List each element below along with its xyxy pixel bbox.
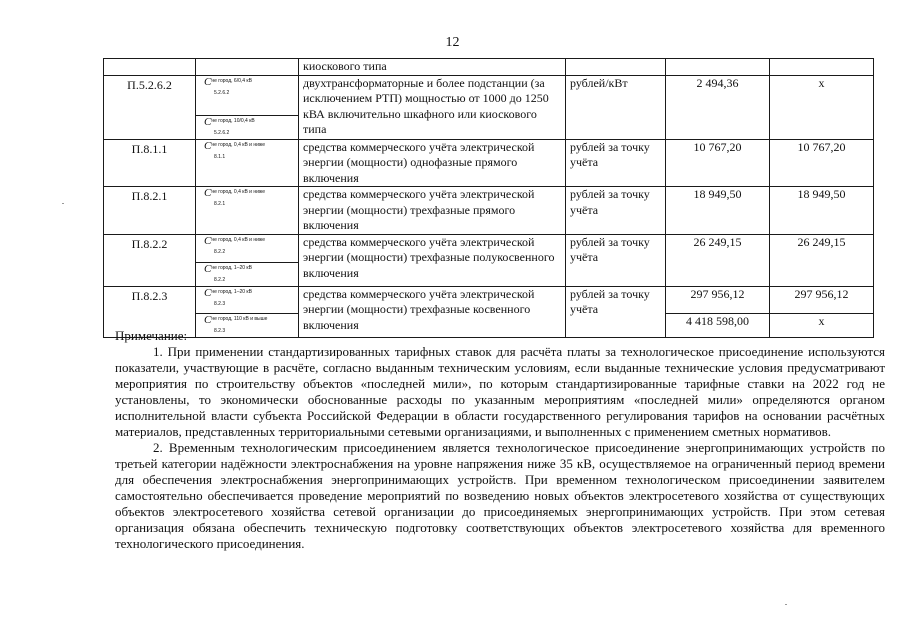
row-value-1: 4 418 598,00 (666, 313, 770, 337)
row-symbol (196, 115, 299, 139)
row-symbol (196, 187, 299, 235)
row-value-1: 2 494,36 (666, 75, 770, 139)
row-value-1 (666, 59, 770, 76)
row-value-2: 10 767,20 (770, 139, 874, 187)
tariff-symbol: $С^{не город, 0,4 кВ и ниже}$ $_{8.2.1}$ (204, 187, 266, 208)
note-paragraph: 1. При применении стандартизированных тарифных ставок для расчёта платы за технологическое присоединение используются показатели, участвующие в расчёте, согласно выданным техническим условиям, если выданные технические условия предусматривают мероприятия по строительству объектов «последней мили», по которым стандартизированные тарифные ставки на 2022 год не установлены, то экономически обоснованные расходы по указанным мероприятиям «последней мили» определяются органом исполнительной власти субъекта Российской Федерации в области государственного регулирования тарифов на основании расчётных материалов, представленных территориальными сетевыми организациями, и выполненных с применением сметных нормативов. (115, 344, 885, 439)
note-paragraph: 2. Временным технологическим присоединением является технологическое присоединение энергопринимающих устройств по третьей категории надёжности электроснабжения на уровне напряжения ниже 35 кВ, осуществляемое на ограниченный период времени для обеспечения электроснабжения энергопринимающих устройств. При временном технологическом присоединении заявителем самостоятельно обеспечивается проведение мероприятий по возведению новых объектов электросетевого хозяйства от существующих объектов электросетевого хозяйства сетевой организации до присоединяемых энергопринимающих устройств. При этом сетевая организация обязана обеспечить техническую подготовку соответствующих объектов электросетевого хозяйства для временного технологического присоединения. (115, 440, 885, 551)
table-row (104, 139, 874, 187)
table-row (104, 234, 874, 262)
row-code: П.8.2.3 (104, 286, 196, 337)
table-row (104, 75, 874, 115)
row-description: двухтрансформаторные и более подстанции (за исключением РТП) мощностью от 1000 до 1250 кВА включительно шкафного или киоскового типа (299, 75, 566, 139)
row-description: средства коммерческого учёта электрической энергии (мощности) трехфазные прямого включения (299, 187, 566, 235)
row-value-2: х (770, 75, 874, 139)
tariff-symbol: $С^{не город, 110 кВ и выше}$ $_{8.2.3}$ (204, 313, 268, 335)
row-value-1: 18 949,50 (666, 187, 770, 235)
scan-speck (785, 604, 787, 605)
tariff-table (103, 58, 874, 338)
row-value-2: 18 949,50 (770, 187, 874, 235)
row-symbol (196, 59, 299, 76)
table-row (104, 286, 874, 313)
row-symbol (196, 262, 299, 286)
row-code: П.5.2.6.2 (104, 75, 196, 139)
row-code: П.8.2.2 (104, 234, 196, 286)
row-value-2: 297 956,12 (770, 286, 874, 313)
row-symbol (196, 286, 299, 313)
row-value-1: 26 249,15 (666, 234, 770, 286)
row-symbol (196, 234, 299, 262)
table-row (104, 187, 874, 235)
tariff-symbol: $С^{не город, 10/0,4 кВ}$ $_{5.2.6.2}$ (204, 115, 255, 136)
row-description: киоскового типа (299, 59, 566, 76)
row-unit: рублей за точку учёта (566, 286, 666, 337)
row-unit: рублей за точку учёта (566, 187, 666, 235)
page-number: 12 (445, 35, 460, 50)
row-value-2: х (770, 313, 874, 337)
tariff-symbol: $С^{не город, 0,4 кВ и ниже}$ $_{8.1.1}$ (204, 139, 266, 160)
tariff-symbol: $С^{не город, 1-20 кВ}$ $_{8.2.3}$ (204, 286, 252, 308)
row-description: средства коммерческого учёта электрической энергии (мощности) трехфазные косвенного включения (299, 286, 566, 337)
scan-speck (62, 203, 64, 204)
row-unit (566, 59, 666, 76)
row-code: П.8.2.1 (104, 187, 196, 235)
row-unit: рублей/кВт (566, 75, 666, 139)
tariff-symbol: $С^{не город, 1-20 кВ}$ $_{8.2.2}$ (204, 262, 252, 283)
row-code: П.8.1.1 (104, 139, 196, 187)
row-unit: рублей за точку учёта (566, 234, 666, 286)
notes-section (115, 328, 885, 552)
row-symbol (196, 75, 299, 115)
table-row (104, 59, 874, 76)
row-unit: рублей за точку учёта (566, 139, 666, 187)
row-description: средства коммерческого учёта электрической энергии (мощности) однофазные прямого включения (299, 139, 566, 187)
row-code (104, 59, 196, 76)
row-value-2: 26 249,15 (770, 234, 874, 286)
row-value-1: 297 956,12 (666, 286, 770, 313)
tariff-symbol: $С^{не город, 0,4 кВ и ниже}$ $_{8.2.2}$ (204, 234, 266, 255)
row-value-1: 10 767,20 (666, 139, 770, 187)
row-value-2 (770, 59, 874, 76)
row-symbol (196, 139, 299, 187)
tariff-symbol: $С^{не город, 6/0,4 кВ}$ $_{5.2.6.2}$ (204, 75, 252, 96)
notes-heading: Примечание: (115, 328, 188, 343)
row-description: средства коммерческого учёта электрической энергии (мощности) трехфазные полукосвенного включения (299, 234, 566, 286)
